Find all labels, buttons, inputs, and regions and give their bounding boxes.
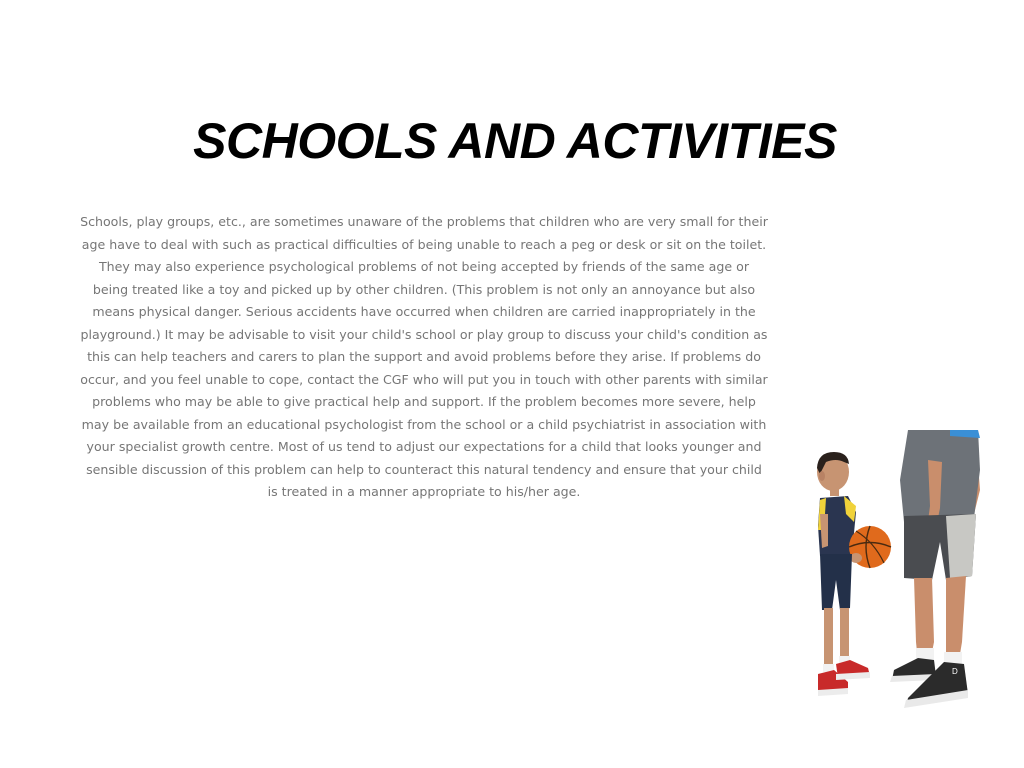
boy-with-basketball-and-adult-photo [800,430,990,715]
svg-text:D: D [952,667,958,676]
boy-figure [817,452,891,696]
slide-title: SCHOOLS AND ACTIVITIES [193,113,837,169]
adult-figure [890,430,980,708]
slide-body-text: Schools, play groups, etc., are sometimes unaware of the problems that children who are very small for their age have to deal with such as practical difficulties of being unable to reach a peg or desk or sit on the toilet. They may also experience psychological problems of not being accepted by friends of the same age or being treated like a toy and picked up by other children. (This problem is not only an annoyance but also means physical danger. Serious accidents have occurred when children are carried inappropriately in the playground.) It may be advisable to visit your child's school or play group to discuss your child's condition as this can help teachers and carers to plan the support and avoid problems before they arise. If problems do occur, and you feel unable to cope, contact the CGF who will put you in touch with other parents with similar problems who may be able to give practical help and support. If the problem becomes more severe, help may be available from an educational psychologist from the school or a child psychiatrist in association with your specialist growth centre. Most of us tend to adjust our expectations for a child that looks younger and sensible discussion of this problem can help to counteract this natural tendency and ensure that your child is treated in a manner appropriate to his/her age. [80,214,768,499]
